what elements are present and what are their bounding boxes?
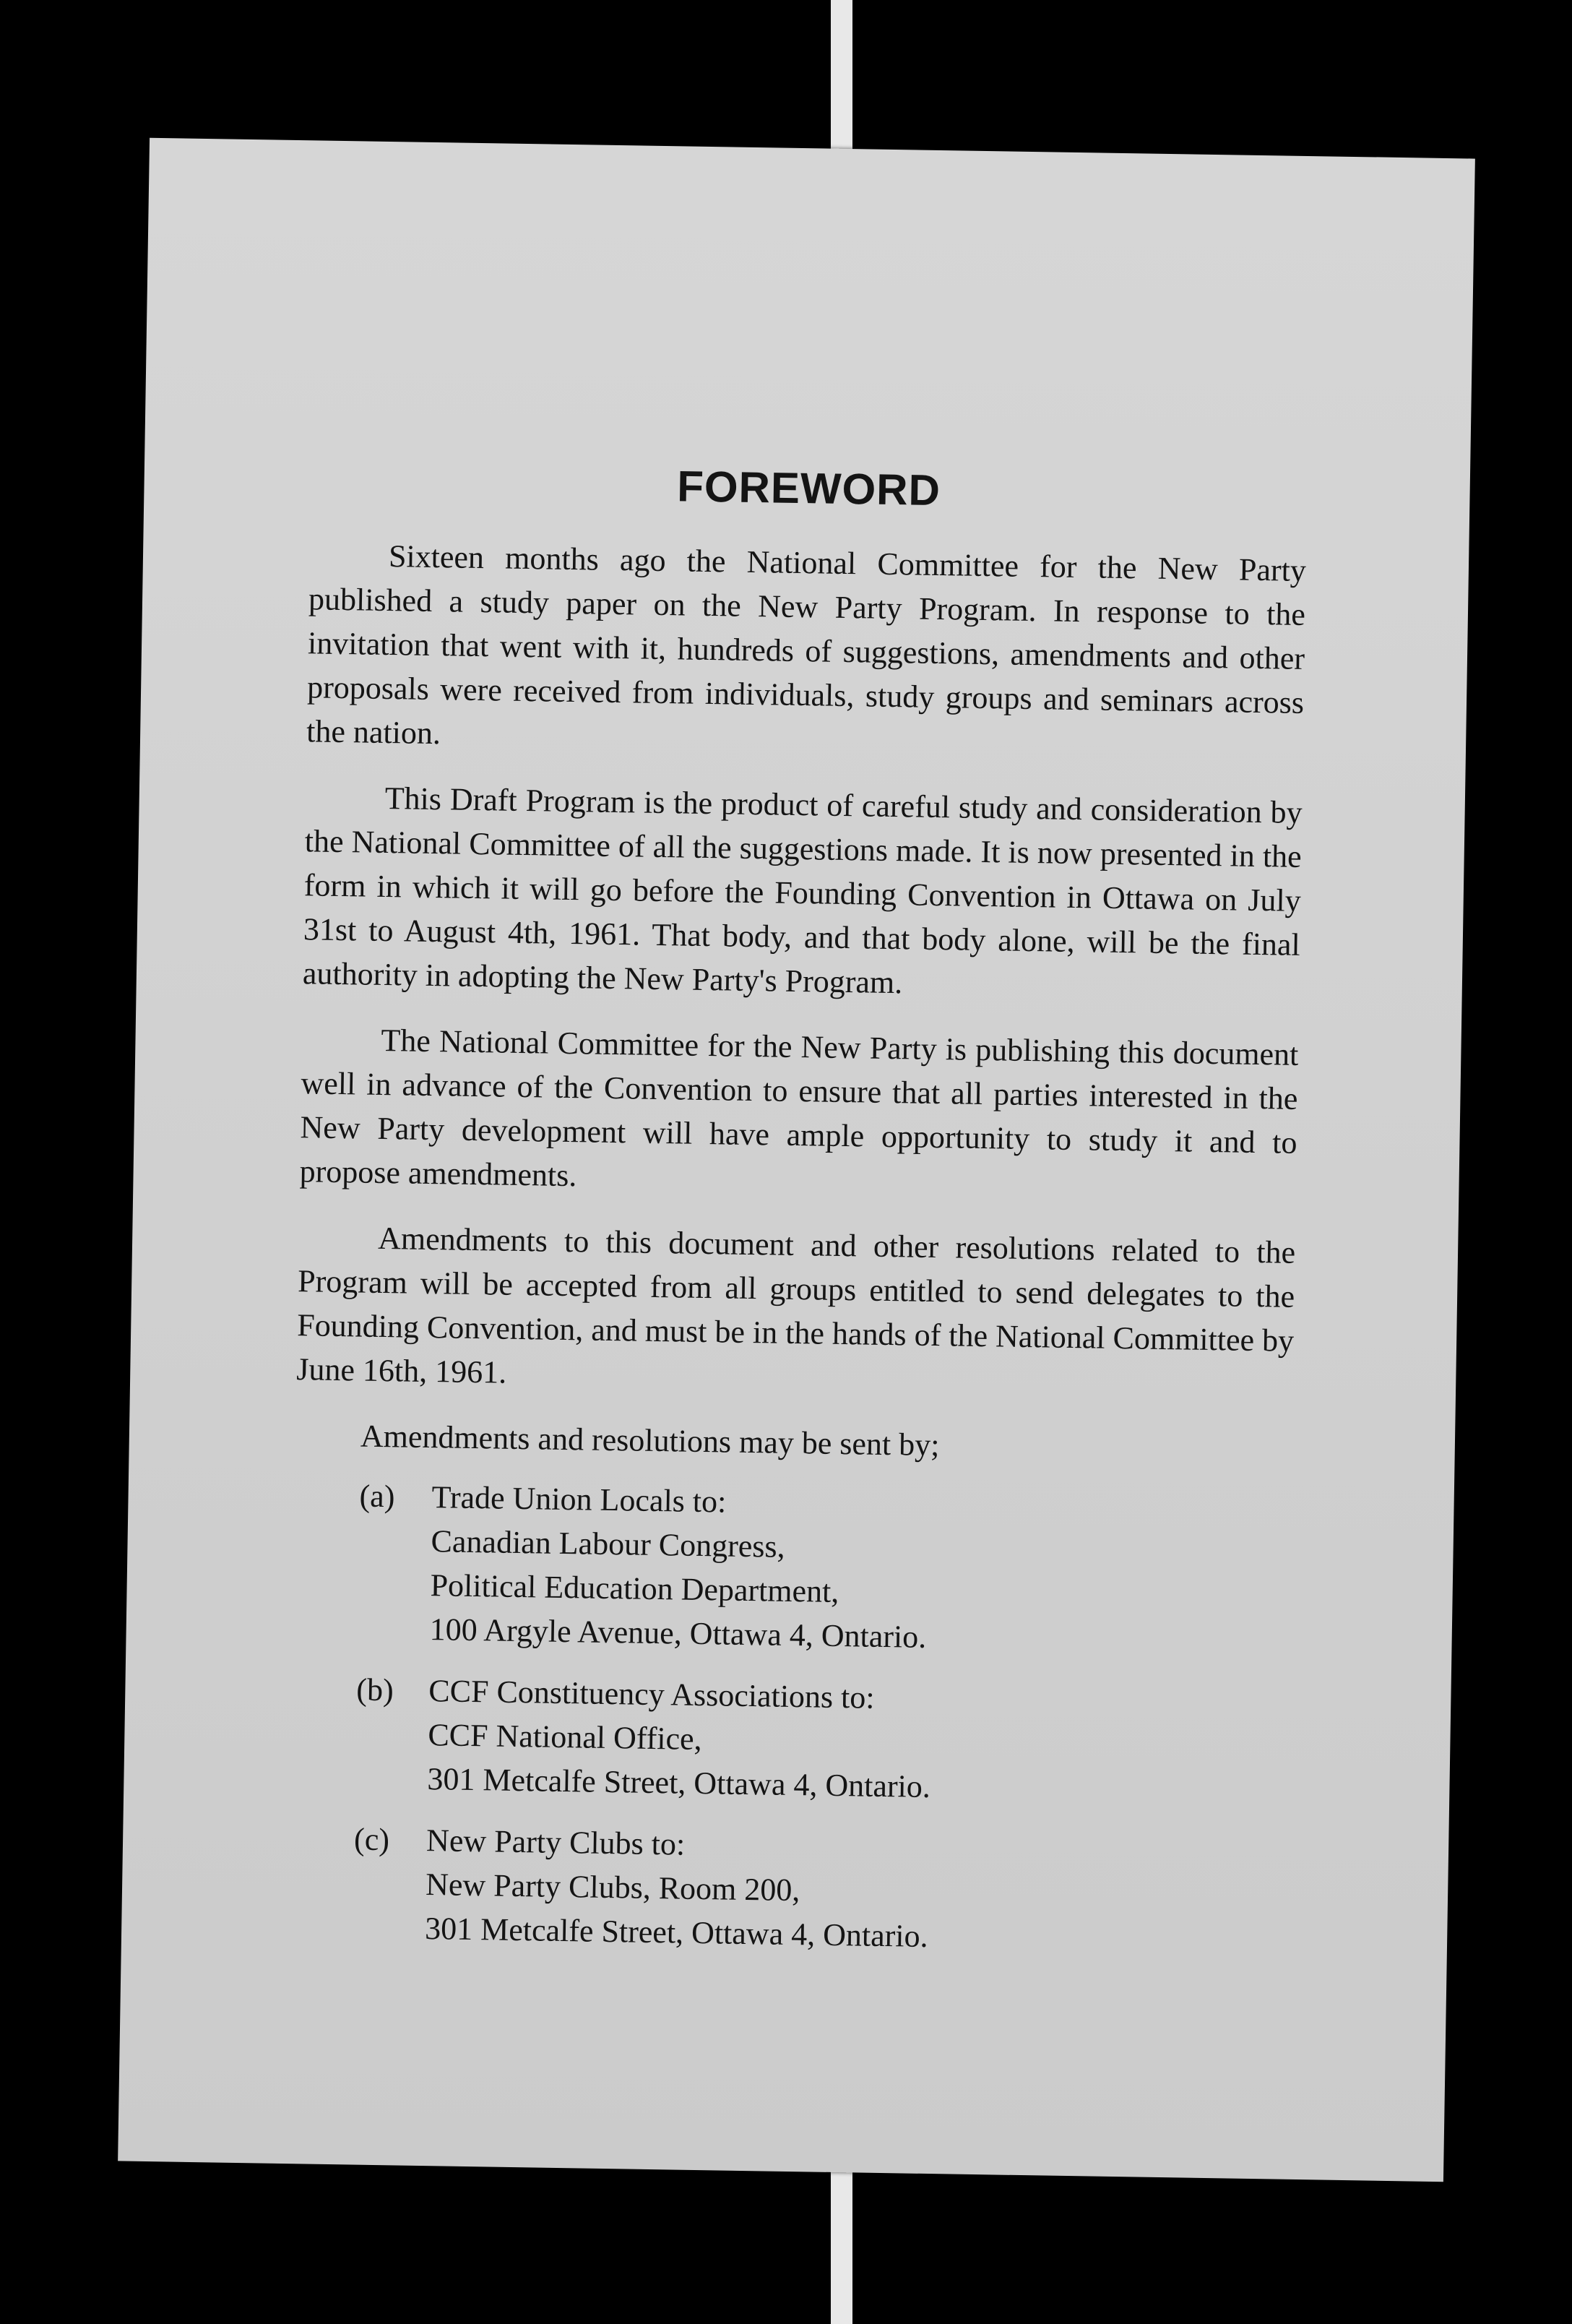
page-content: [287, 458, 1308, 1981]
paragraph-2: This Draft Program is the product of careful study and consideration by the National Committee of all the suggestions made. It is now presented in the form in which it will go before the Founding Convention in Ottawa on July 31st to August 4th, 1961. That body, and that body alone, will be the final authority in adopting the New Party's Program.: [302, 780, 1303, 1001]
amendments-lead-in: Amendments and resolutions may be sent by;: [360, 1418, 940, 1463]
binding-strip-bottom: [831, 2168, 852, 2324]
document-page: [118, 138, 1475, 2182]
address-letter: (c): [353, 1821, 390, 1858]
binding-strip-top: [831, 0, 852, 159]
address-line: 301 Metcalfe Street, Ottawa 4, Ontario.: [424, 1911, 928, 1954]
address-recipient: New Party Clubs to:: [426, 1822, 686, 1862]
address-item-a: [292, 1473, 1292, 1665]
address-line: CCF National Office,: [428, 1717, 703, 1757]
address-letter: (a): [359, 1478, 395, 1515]
address-line: Canadian Labour Congress,: [431, 1523, 785, 1565]
address-line: 100 Argyle Avenue, Ottawa 4, Ontario.: [429, 1611, 927, 1655]
address-line: Political Education Department,: [430, 1567, 839, 1609]
address-recipient: Trade Union Locals to:: [431, 1479, 727, 1520]
address-recipient: CCF Constituency Associations to:: [428, 1673, 875, 1716]
address-item-b: [290, 1666, 1289, 1815]
address-item-c: [288, 1816, 1287, 1964]
address-list: [288, 1473, 1292, 1964]
paragraph-3: The National Committee for the New Party is publishing this document well in advance of the Convention to ensure that all parties interested in the New Party development will have ample opportunity to study it and to propose amendments.: [299, 1022, 1299, 1194]
address-line: 301 Metcalfe Street, Ottawa 4, Ontario.: [427, 1761, 931, 1805]
paragraph-4: Amendments to this document and other resolutions related to the Program will be accepted from all groups entitled to send delegates to the Founding Convention, and must be in the hands of the National Committee by June 16th, 1961.: [295, 1220, 1296, 1390]
address-letter: (b): [356, 1671, 394, 1708]
paragraph-1: Sixteen months ago the National Committee for the New Party published a study paper on the New Party Program. In response to the invitation that went with it, hundreds of suggestions, amendments and other proposals were received from individuals, study groups and seminars across the nation.: [306, 538, 1307, 752]
address-lines: [429, 1475, 1292, 1665]
address-lines: [425, 1818, 1287, 1964]
address-line: New Party Clubs, Room 200,: [425, 1867, 800, 1908]
address-lines: [427, 1669, 1289, 1815]
page-title: FOREWORD: [676, 462, 941, 515]
